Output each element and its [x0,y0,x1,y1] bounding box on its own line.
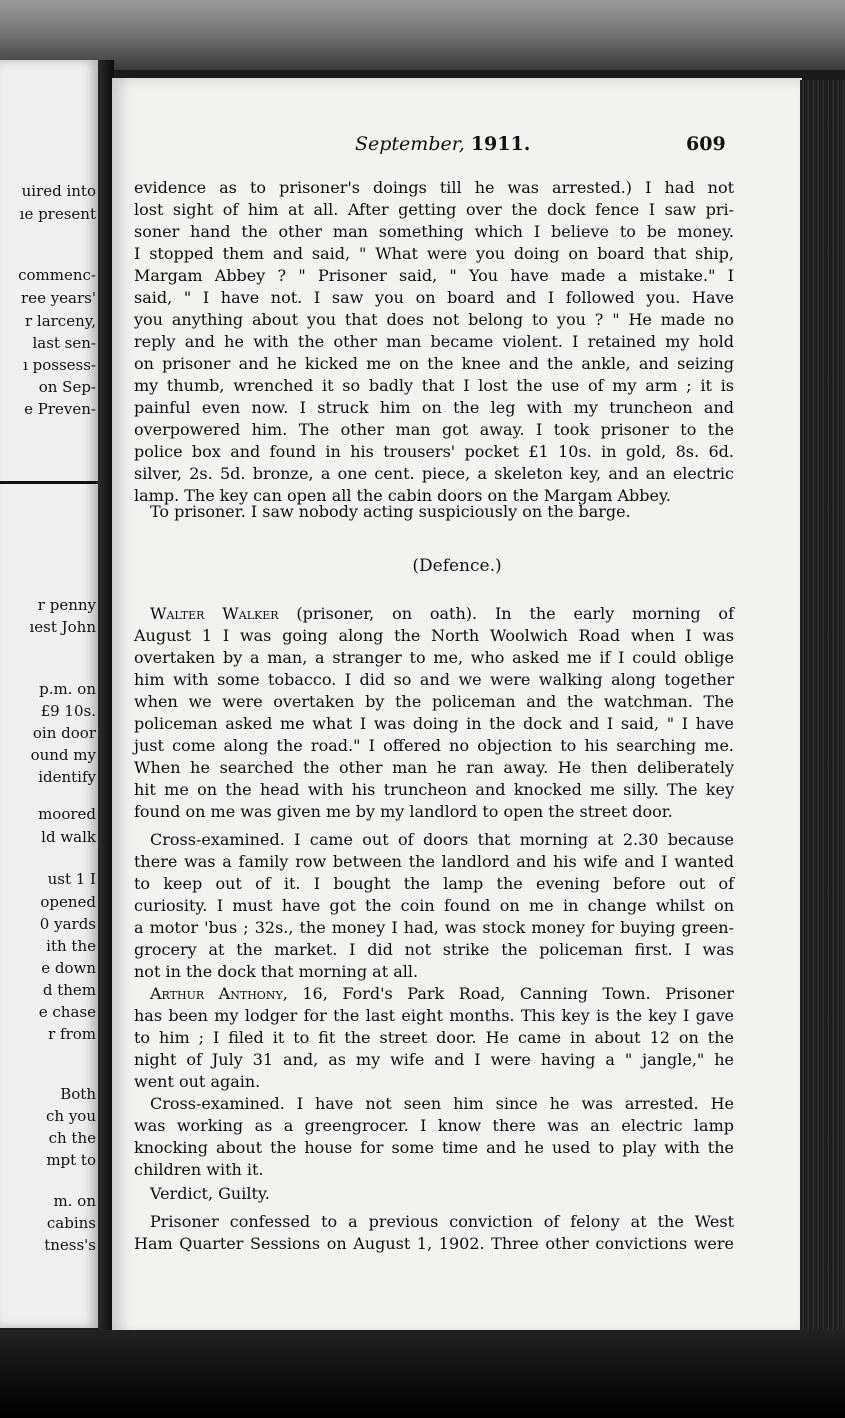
left-text-fragment: last sen- [32,334,96,352]
left-text-fragment: ıe present [19,205,96,223]
text-line: When he searched the other man he ran away. He then deliberately [134,758,734,777]
text-line: hit me on the head with his truncheon and knocked me silly. The key [134,780,734,799]
left-text-fragment: ch you [46,1107,96,1125]
defence-heading: (Defence.) [412,556,502,576]
book-page-edges [800,80,845,1330]
text-line: was working as a greengrocer. I know there was an electric lamp [134,1116,734,1135]
left-text-fragment: mpt to [46,1151,96,1169]
text-line: August 1 I was going along the North Woolwich Road when I was [134,626,734,645]
text-line: silver, 2s. 5d. bronze, a one cent. piece, a skeleton key, and an electric [134,464,734,483]
left-text-fragment: opened [40,893,96,911]
text-line: police box and found in his trousers' pocket £1 10s. in gold, 8s. 6d. [134,442,734,461]
left-text-fragment: ree years' [21,289,96,307]
left-text-fragment: on Sep- [38,378,96,396]
text-line: lamp. The key can open all the cabin doors on the Margam Abbey. [134,486,671,505]
text-line: when we were overtaken by the policeman and the watchman. The [134,692,734,711]
left-text-fragment: ıest John [29,618,96,636]
text-line: knocking about the house for some time and he used to play with the [134,1138,734,1157]
text-line: painful even now. I struck him on the leg with my truncheon and [134,398,734,417]
text-line: Prisoner confessed to a previous conviction of felony at the West [150,1212,734,1231]
left-text-fragment: ch the [48,1129,96,1147]
left-text-fragment: p.m. on [39,680,96,698]
left-page-fragment [0,60,98,1328]
left-text-fragment: ound my [30,746,96,764]
text-line: just come along the road." I offered no objection to his searching me. [134,736,734,755]
left-text-fragment: identify [38,768,96,786]
left-text-fragment: commenc- [18,266,96,284]
text-line: to him ; I filed it to fit the street door. He came in about 12 on the [134,1028,734,1047]
text-line: went out again. [134,1072,261,1091]
left-text-fragment: Both [60,1085,96,1103]
scan-bottom-border [0,1330,845,1418]
text-line: there was a family row between the landlord and his wife and I wanted [134,852,734,871]
left-text-fragment: oin door [32,724,96,742]
text-line: Cross-examined. I have not seen him since he was arrested. He [150,1094,734,1113]
text-line: reply and he with the other man became violent. I retained my hold [134,332,734,351]
left-text-fragment: e down [41,959,96,977]
text-line: a motor 'bus ; 32s., the money I had, was stock money for buying green- [134,918,734,937]
left-text-fragment: ith the [46,937,96,955]
left-text-fragment: d them [42,981,96,999]
text-line: Margam Abbey ? " Prisoner said, " You have made a mistake." I [134,266,734,285]
text-line: Cross-examined. I came out of doors that morning at 2.30 because [150,830,734,849]
text-line: To prisoner. I saw nobody acting suspiciously on the barge. [150,502,631,521]
text-line: him with some tobacco. I did so and we were walking along together [134,670,734,689]
left-text-fragment: £9 10s. [40,702,96,720]
left-page-rule [0,481,98,484]
text-line: overtaken by a man, a stranger to me, who asked me if I could oblige [134,648,734,667]
text-line: overpowered him. The other man got away. I took prisoner to the [134,420,734,439]
text-line: policeman asked me what I was doing in the dock and I said, " I have [134,714,734,733]
text-line: night of July 31 and, as my wife and I were having a " jangle," he [134,1050,734,1069]
page-number: 609 [686,133,726,155]
text-line: lost sight of him at all. After getting over the dock fence I saw pri- [134,200,734,219]
text-line [150,604,734,624]
left-text-fragment: e Preven- [24,400,96,418]
left-text-fragment: 0 yards [39,915,96,933]
left-text-fragment: ld walk [41,828,96,846]
text-line [150,984,734,1004]
text-line: not in the dock that morning at all. [134,962,419,981]
text-line: evidence as to prisoner's doings till he was arrested.) I had not [134,178,734,197]
left-text-fragment: r larceny, [24,312,96,330]
left-text-fragment: ust 1 I [47,870,96,888]
text-line: to keep out of it. I bought the lamp the evening before out of [134,874,734,893]
text-line: said, " I have not. I saw you on board and I followed you. Have [134,288,734,307]
left-text-fragment: uired into [21,182,96,200]
left-text-fragment: tness's [44,1236,96,1254]
text-line: curiosity. I must have got the coin found on me in change whilst on [134,896,734,915]
scan-top-border [0,0,845,70]
header-month: September, [355,133,465,155]
text-line: I stopped them and said, " What were you doing on board that ship, [134,244,734,263]
verdict: Verdict, Guilty. [150,1184,270,1203]
text-line: soner hand the other man something which I believe to be money. [134,222,734,241]
header-year: 1911. [470,133,531,155]
witness-name: Arthur Anthony [150,984,283,1003]
left-text-fragment: m. on [53,1192,96,1210]
text-line: on prisoner and he kicked me on the knee and the ankle, and seizing [134,354,734,373]
text-line: you anything about you that does not belong to you ? " He made no [134,310,734,329]
text-line: grocery at the market. I did not strike the policeman first. I was [134,940,734,959]
page-609 [112,78,802,1336]
text-line: my thumb, wrenched it so badly that I lost the use of my arm ; it is [134,376,734,395]
text-segment: , 16, Ford's Park Road, Canning Town. Prisoner [282,984,734,1003]
text-line: found on me was given me by my landlord to open the street door. [134,802,673,821]
text-line: has been my lodger for the last eight months. This key is the key I gave [134,1006,734,1025]
left-text-fragment: cabins [46,1214,96,1232]
text-segment: (prisoner, on oath). In the early morning of [278,604,734,623]
left-text-fragment: e chase [38,1003,96,1021]
left-text-fragment: r from [48,1025,96,1043]
witness-name: Walter Walker [150,604,279,623]
text-line: children with it. [134,1160,264,1179]
running-header-date [355,133,530,155]
left-text-fragment: moored [38,805,96,823]
left-text-fragment: r penny [37,596,96,614]
text-line: Ham Quarter Sessions on August 1, 1902. Three other convictions were [134,1234,734,1253]
left-text-fragment: ı possess- [23,356,96,374]
